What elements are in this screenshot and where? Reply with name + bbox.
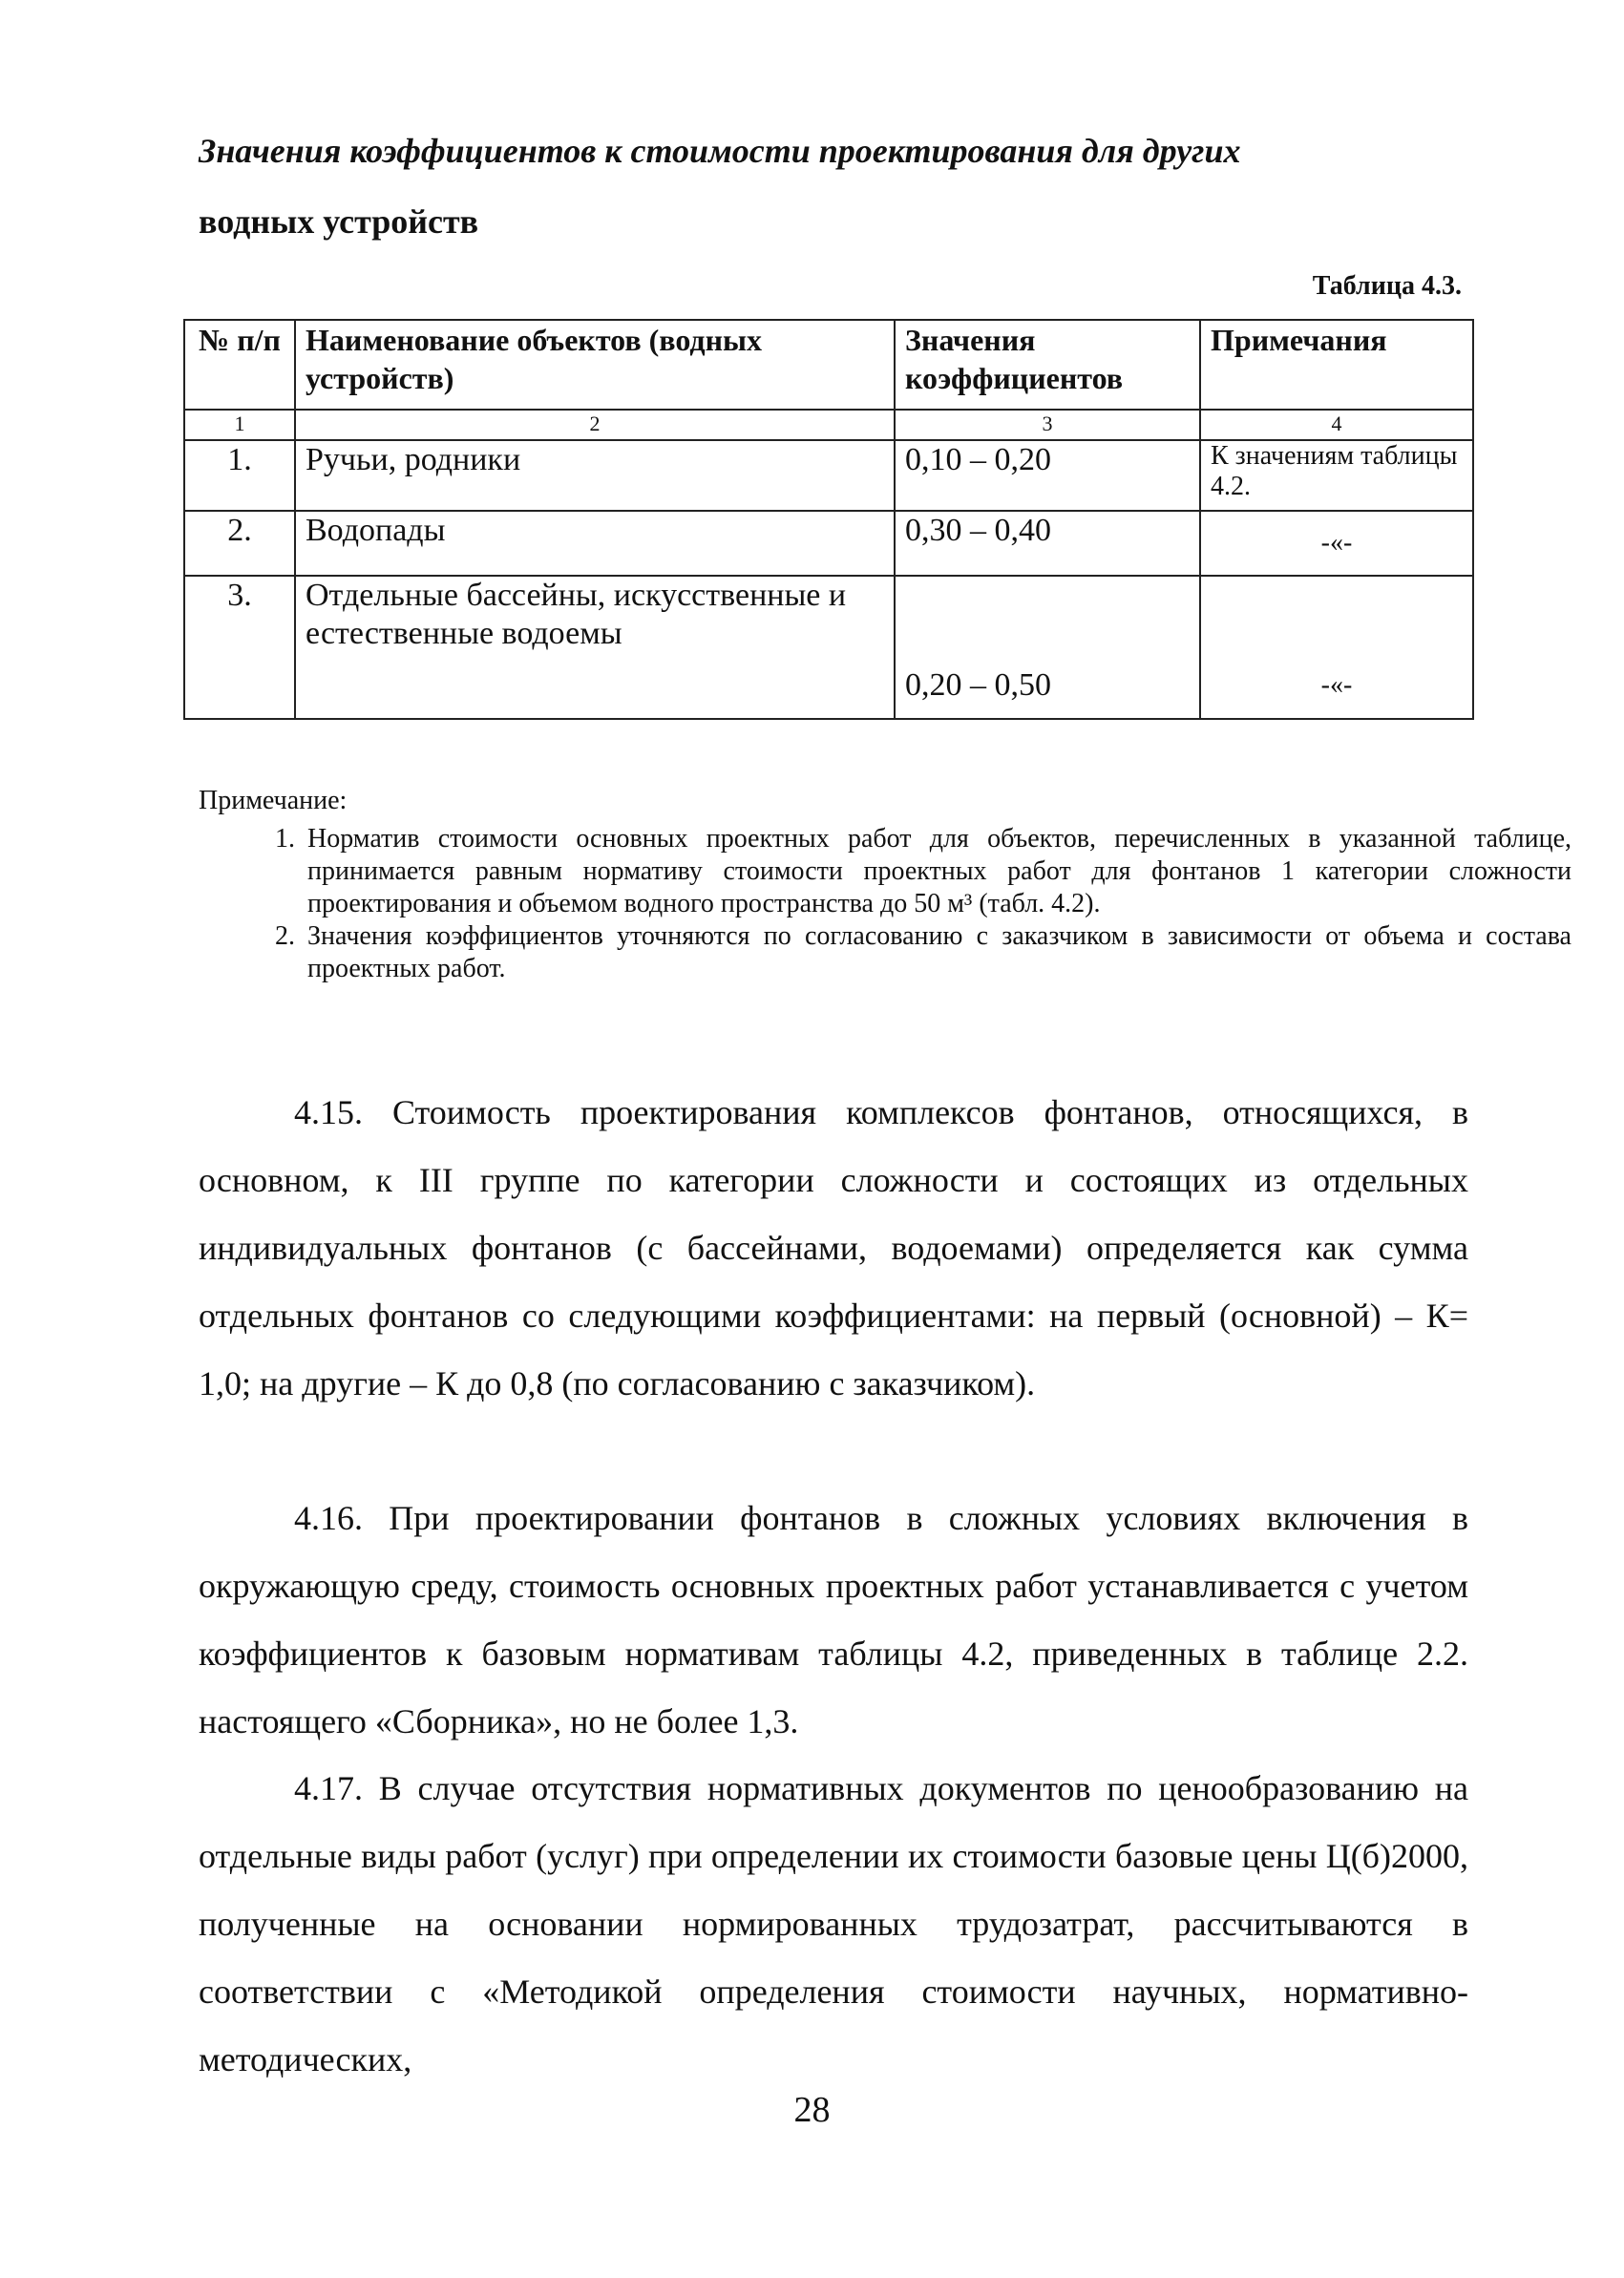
column-number-row: [184, 410, 1473, 440]
column-number: 4: [1200, 410, 1473, 440]
notes-title: Примечание:: [199, 786, 348, 815]
note-item: 1. Норматив стоимости основных проектных работ для объектов, перечисленных в указанной таблице, принимается равным нормативу стоимости проектных работ для фонтанов 1 категории сложности проектирования и объемом водного пространства до 50 м³ (табл. 4.2).: [302, 823, 1571, 920]
row-coefficient: 0,30 – 0,40: [895, 511, 1200, 576]
row-number: 3.: [184, 576, 295, 719]
row-note: К значениям таблицы 4.2.: [1200, 440, 1473, 511]
paragraph-4-16: 4.16. При проектировании фонтанов в сложных условиях включения в окружающую среду, стоимость основных проектных работ устанавливается с учетом коэффициентов к базовым нормативам таблицы 4.2, приведенных в таблице 2.2. настоящего «Сборника», но не более 1,3.: [199, 1499, 1468, 1740]
header-object-name: Наименование объектов (водных устройств): [295, 320, 895, 410]
row-object-name: Отдельные бассейны, искусственные и естественные водоемы: [295, 576, 895, 719]
header-coefficient: Значения коэффициентов: [895, 320, 1200, 410]
paragraph-4-15: 4.15. Стоимость проектирования комплексов фонтанов, относящихся, в основном, к III группе по категории сложности и состоящих из отдельных индивидуальных фонтанов (с бассейнами, водоемами) определяется как сумма отдельных фонтанов со следующими коэффициентами: на первый (основной) – К= 1,0; на другие – К до 0,8 (по согласованию с заказчиком).: [199, 1093, 1468, 1403]
notes-list: [199, 823, 1571, 985]
row-object-name: Ручьи, родники: [295, 440, 895, 511]
row-note: -«-: [1200, 576, 1473, 719]
column-number: 1: [184, 410, 295, 440]
row-note: -«-: [1200, 511, 1473, 576]
table-label: Таблица 4.3.: [1312, 271, 1462, 301]
row-coefficient: 0,10 – 0,20: [895, 440, 1200, 511]
row-number: 2.: [184, 511, 295, 576]
column-number: 3: [895, 410, 1200, 440]
column-number: 2: [295, 410, 895, 440]
note-item: 2. Значения коэффициентов уточняются по согласованию с заказчиком в зависимости от объема и состава проектных работ.: [302, 920, 1571, 985]
table-row: [184, 576, 1473, 719]
row-coefficient: 0,20 – 0,50: [895, 576, 1200, 719]
row-number: 1.: [184, 440, 295, 511]
header-notes: Примечания: [1200, 320, 1473, 410]
page-title: Значения коэффициентов к стоимости проектирования для других: [199, 132, 1241, 170]
paragraph-4-17: 4.17. В случае отсутствия нормативных документов по ценообразованию на отдельные виды работ (услуг) при определении их стоимости базовые цены Ц(б)2000, полученные на основании нормированных трудозатрат, рассчитываются в соответствии с «Методикой определения стоимости научных, нормативно-методических,: [199, 1769, 1468, 2078]
page-title-line2: водных устройств: [199, 202, 479, 241]
coefficients-table: [183, 319, 1474, 720]
table-row: [184, 440, 1473, 511]
row-object-name: Водопады: [295, 511, 895, 576]
table-row: [184, 511, 1473, 576]
table-header-row: [184, 320, 1473, 410]
page-number: 28: [793, 2090, 831, 2130]
header-number: № п/п: [184, 320, 295, 410]
